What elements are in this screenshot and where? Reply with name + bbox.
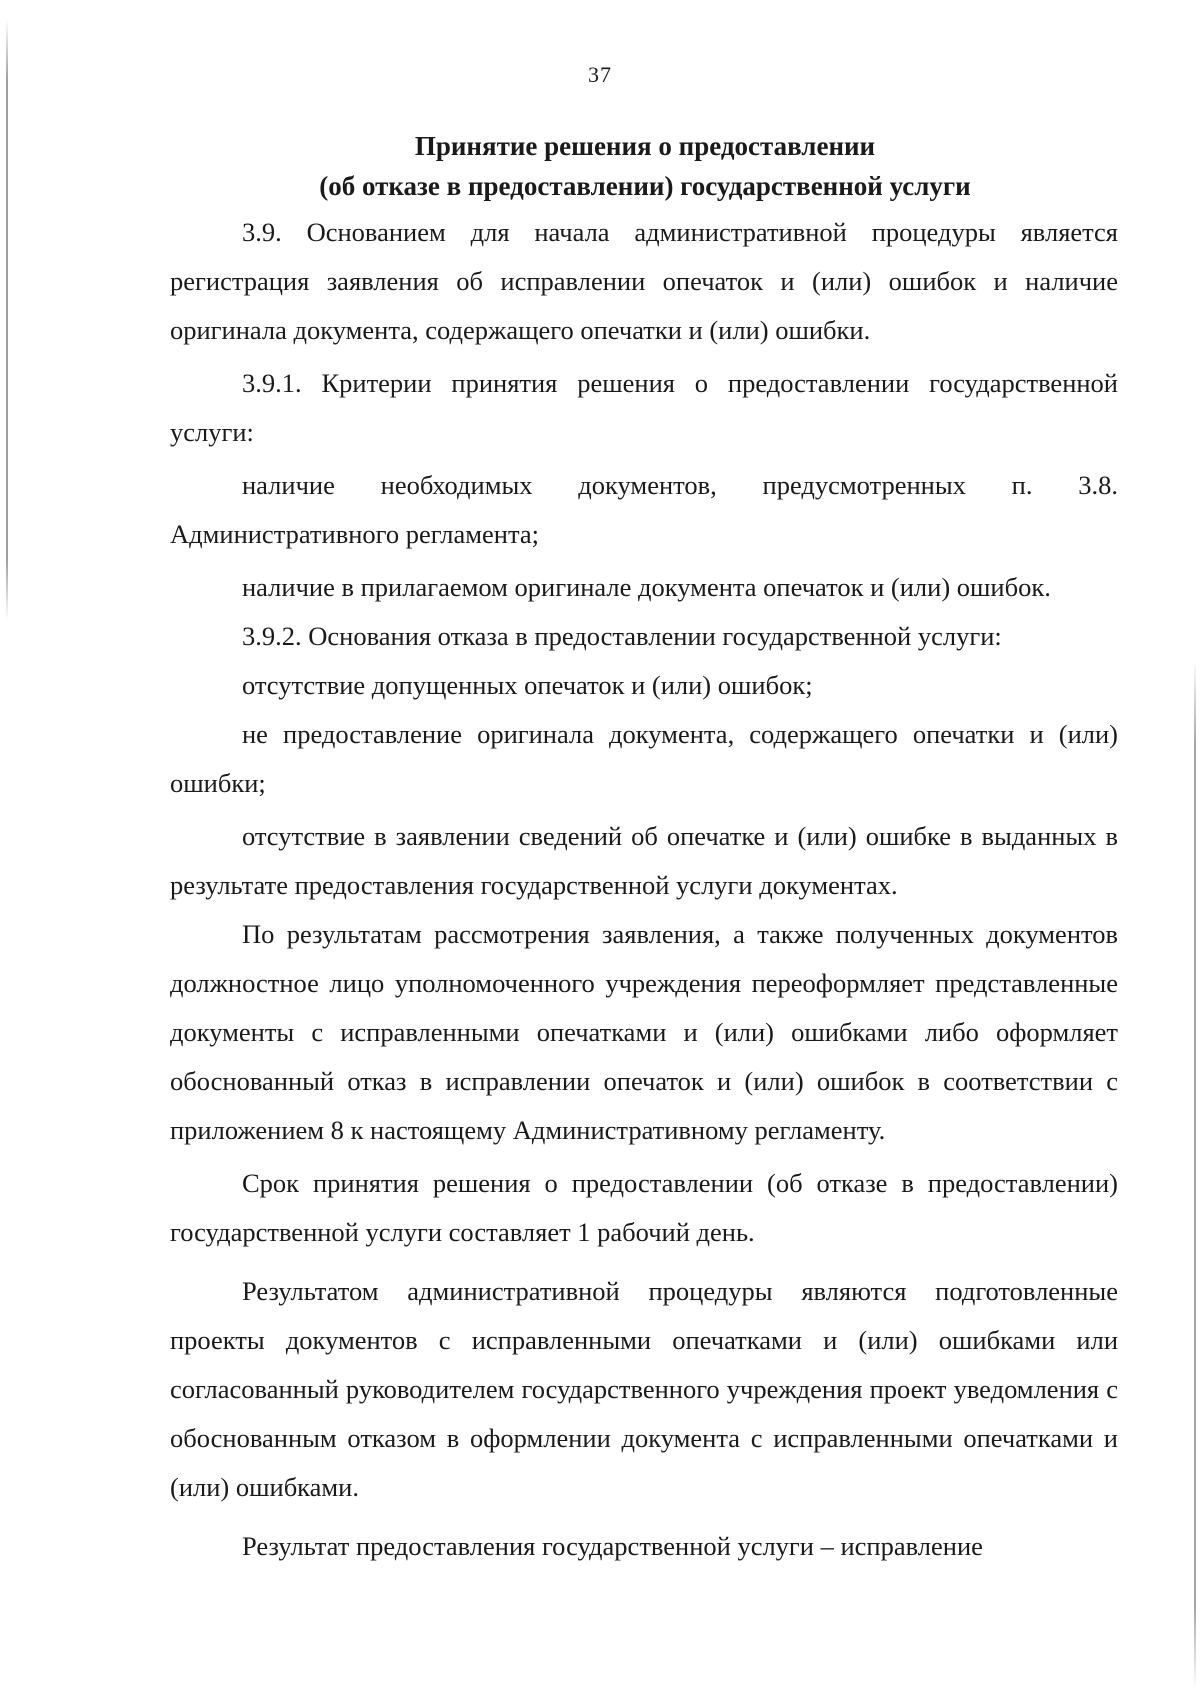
procedure-result-paragraph: Результатом административной процедуры являются подготовленные проекты документов с исправленными опечатками и (или) ошибками или согласованный руководителем государственного учреждения проект уведомления с обоснованным отказом в оформлении документа с исправленными опечатками и (или) ошибками. [170,1276,1118,1502]
refusal-item-3: отсутствие в заявлении сведений об опечатке и (или) ошибке в выданных в результате предоставления государственной услуги документах. [170,821,1118,900]
service-result-paragraph: Результат предоставления государственной услуги – исправление [242,1531,983,1561]
heading-line-1: Принятие решения о предоставлении [414,131,876,161]
review-results-paragraph: По результатам рассмотрения заявления, а также полученных документов должностное лицо уполномоченного учреждения переоформляет представленные документы с исправленными опечатками и (или) ошибками либо оформляет обоснованный отказ в исправлении опечаток и (или) ошибок в соответствии с приложением 8 к настоящему Административному регламенту. [170,919,1118,1145]
paragraph-3-9: 3.9. Основанием для начала административной процедуры является регистрация заявления об исправлении опечаток и (или) ошибок и наличие оригинала документа, содержащего опечатки и (или) ошибки. [170,217,1118,345]
scan-border-right [1194,660,1196,1690]
criteria-item-2: наличие в прилагаемом оригинале документа опечаток и (или) ошибок. [242,572,1051,602]
scan-border-left [6,20,8,620]
page-number: 37 [588,62,612,87]
paragraph-3-9-1: 3.9.1. Критерии принятия решения о предоставлении государственной услуги: [170,368,1118,447]
heading-line-2: (об отказе в предоставлении) государственной услуги [319,171,971,201]
paragraph-3-9-2: 3.9.2. Основания отказа в предоставлении государственной услуги: [242,621,1002,651]
refusal-item-2: не предоставление оригинала документа, содержащего опечатки и (или) ошибки; [170,719,1118,798]
criteria-item-1: наличие необходимых документов, предусмотренных п. 3.8. Административного регламента; [170,470,1118,549]
decision-term-paragraph: Срок принятия решения о предоставлении (об отказе в предоставлении) государственной услуги составляет 1 рабочий день. [170,1168,1118,1247]
section-heading [170,126,1120,206]
refusal-item-1: отсутствие допущенных опечаток и (или) ошибок; [242,670,813,700]
document-body [170,208,1118,1571]
